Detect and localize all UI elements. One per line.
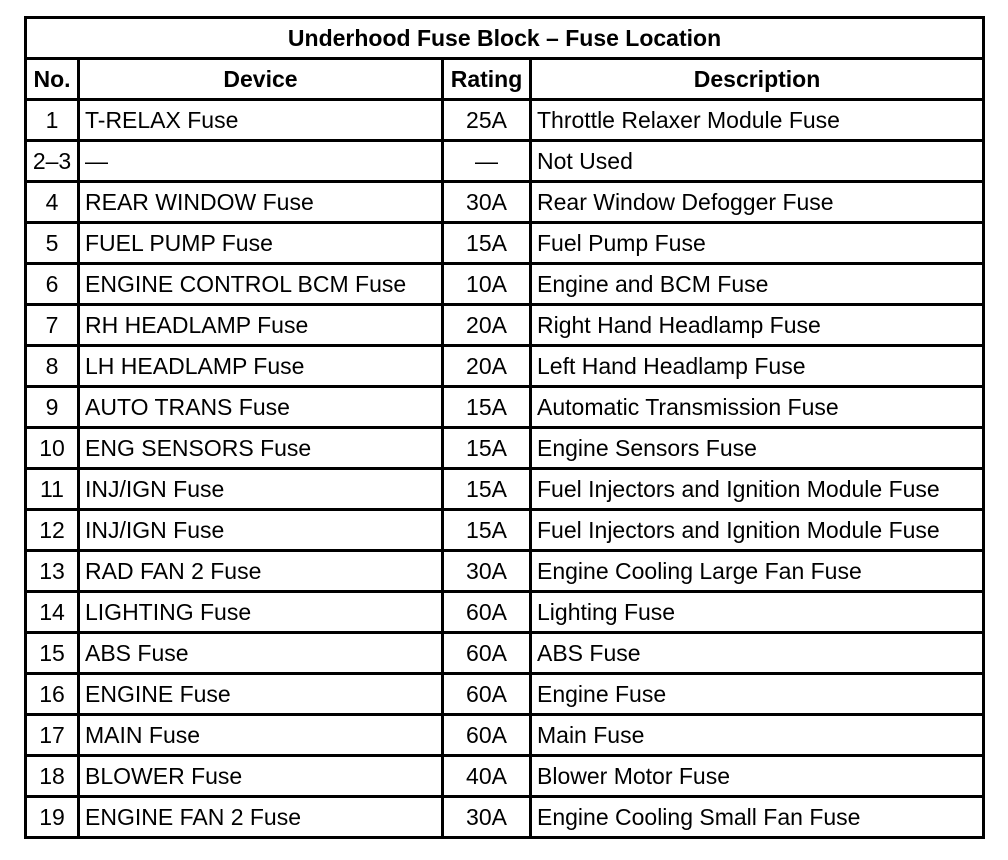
table-row xyxy=(27,470,985,511)
rating-cell: 15A xyxy=(444,388,532,429)
fuse-location-table xyxy=(24,16,985,839)
description-cell: Automatic Transmission Fuse xyxy=(532,388,985,429)
table-header-row xyxy=(27,60,985,101)
rating-cell: 40A xyxy=(444,757,532,798)
device-cell: REAR WINDOW Fuse xyxy=(80,183,444,224)
description-cell: Left Hand Headlamp Fuse xyxy=(532,347,985,388)
header-rating: Rating xyxy=(444,60,532,101)
table-row xyxy=(27,306,985,347)
rating-cell: 15A xyxy=(444,470,532,511)
device-cell: AUTO TRANS Fuse xyxy=(80,388,444,429)
description-cell: Blower Motor Fuse xyxy=(532,757,985,798)
rating-cell: — xyxy=(444,142,532,183)
fuse-number-cell: 5 xyxy=(27,224,80,265)
header-no: No. xyxy=(27,60,80,101)
device-cell: LIGHTING Fuse xyxy=(80,593,444,634)
device-cell: INJ/IGN Fuse xyxy=(80,511,444,552)
fuse-number-cell: 16 xyxy=(27,675,80,716)
description-cell: Fuel Injectors and Ignition Module Fuse xyxy=(532,470,985,511)
description-cell: Throttle Relaxer Module Fuse xyxy=(532,101,985,142)
table-row xyxy=(27,347,985,388)
table-row xyxy=(27,101,985,142)
fuse-number-cell: 19 xyxy=(27,798,80,839)
description-cell: Not Used xyxy=(532,142,985,183)
description-cell: Rear Window Defogger Fuse xyxy=(532,183,985,224)
table-row xyxy=(27,552,985,593)
table-row xyxy=(27,183,985,224)
table-row xyxy=(27,142,985,183)
rating-cell: 10A xyxy=(444,265,532,306)
table-row xyxy=(27,757,985,798)
device-cell: BLOWER Fuse xyxy=(80,757,444,798)
fuse-number-cell: 9 xyxy=(27,388,80,429)
device-cell: RH HEADLAMP Fuse xyxy=(80,306,444,347)
device-cell: RAD FAN 2 Fuse xyxy=(80,552,444,593)
description-cell: Engine Cooling Large Fan Fuse xyxy=(532,552,985,593)
fuse-number-cell: 17 xyxy=(27,716,80,757)
fuse-number-cell: 1 xyxy=(27,101,80,142)
rating-cell: 30A xyxy=(444,552,532,593)
rating-cell: 15A xyxy=(444,429,532,470)
fuse-number-cell: 10 xyxy=(27,429,80,470)
fuse-number-cell: 2–3 xyxy=(27,142,80,183)
rating-cell: 60A xyxy=(444,675,532,716)
table-row xyxy=(27,265,985,306)
device-cell: INJ/IGN Fuse xyxy=(80,470,444,511)
table-title: Underhood Fuse Block – Fuse Location xyxy=(27,19,985,60)
fuse-number-cell: 14 xyxy=(27,593,80,634)
rating-cell: 20A xyxy=(444,306,532,347)
table-row xyxy=(27,716,985,757)
table-row xyxy=(27,593,985,634)
header-description: Description xyxy=(532,60,985,101)
fuse-number-cell: 13 xyxy=(27,552,80,593)
description-cell: Fuel Pump Fuse xyxy=(532,224,985,265)
device-cell: ENGINE CONTROL BCM Fuse xyxy=(80,265,444,306)
description-cell: Right Hand Headlamp Fuse xyxy=(532,306,985,347)
rating-cell: 25A xyxy=(444,101,532,142)
fuse-number-cell: 18 xyxy=(27,757,80,798)
device-cell: — xyxy=(80,142,444,183)
description-cell: Fuel Injectors and Ignition Module Fuse xyxy=(532,511,985,552)
table-row xyxy=(27,511,985,552)
table-row xyxy=(27,798,985,839)
rating-cell: 60A xyxy=(444,634,532,675)
table-row xyxy=(27,388,985,429)
rating-cell: 30A xyxy=(444,798,532,839)
device-cell: LH HEADLAMP Fuse xyxy=(80,347,444,388)
fuse-number-cell: 11 xyxy=(27,470,80,511)
device-cell: ENGINE FAN 2 Fuse xyxy=(80,798,444,839)
device-cell: T-RELAX Fuse xyxy=(80,101,444,142)
rating-cell: 60A xyxy=(444,716,532,757)
description-cell: Main Fuse xyxy=(532,716,985,757)
fuse-number-cell: 4 xyxy=(27,183,80,224)
rating-cell: 20A xyxy=(444,347,532,388)
fuse-number-cell: 6 xyxy=(27,265,80,306)
table-title-row xyxy=(27,19,985,60)
fuse-number-cell: 12 xyxy=(27,511,80,552)
table-row xyxy=(27,634,985,675)
description-cell: Engine Sensors Fuse xyxy=(532,429,985,470)
rating-cell: 60A xyxy=(444,593,532,634)
description-cell: Engine Cooling Small Fan Fuse xyxy=(532,798,985,839)
fuse-number-cell: 15 xyxy=(27,634,80,675)
device-cell: ENG SENSORS Fuse xyxy=(80,429,444,470)
rating-cell: 15A xyxy=(444,511,532,552)
description-cell: Lighting Fuse xyxy=(532,593,985,634)
description-cell: Engine and BCM Fuse xyxy=(532,265,985,306)
rating-cell: 30A xyxy=(444,183,532,224)
header-device: Device xyxy=(80,60,444,101)
description-cell: ABS Fuse xyxy=(532,634,985,675)
device-cell: FUEL PUMP Fuse xyxy=(80,224,444,265)
fuse-number-cell: 8 xyxy=(27,347,80,388)
device-cell: MAIN Fuse xyxy=(80,716,444,757)
rating-cell: 15A xyxy=(444,224,532,265)
fuse-number-cell: 7 xyxy=(27,306,80,347)
device-cell: ABS Fuse xyxy=(80,634,444,675)
description-cell: Engine Fuse xyxy=(532,675,985,716)
table-row xyxy=(27,675,985,716)
table-body xyxy=(27,101,985,839)
table-row xyxy=(27,224,985,265)
device-cell: ENGINE Fuse xyxy=(80,675,444,716)
table-row xyxy=(27,429,985,470)
